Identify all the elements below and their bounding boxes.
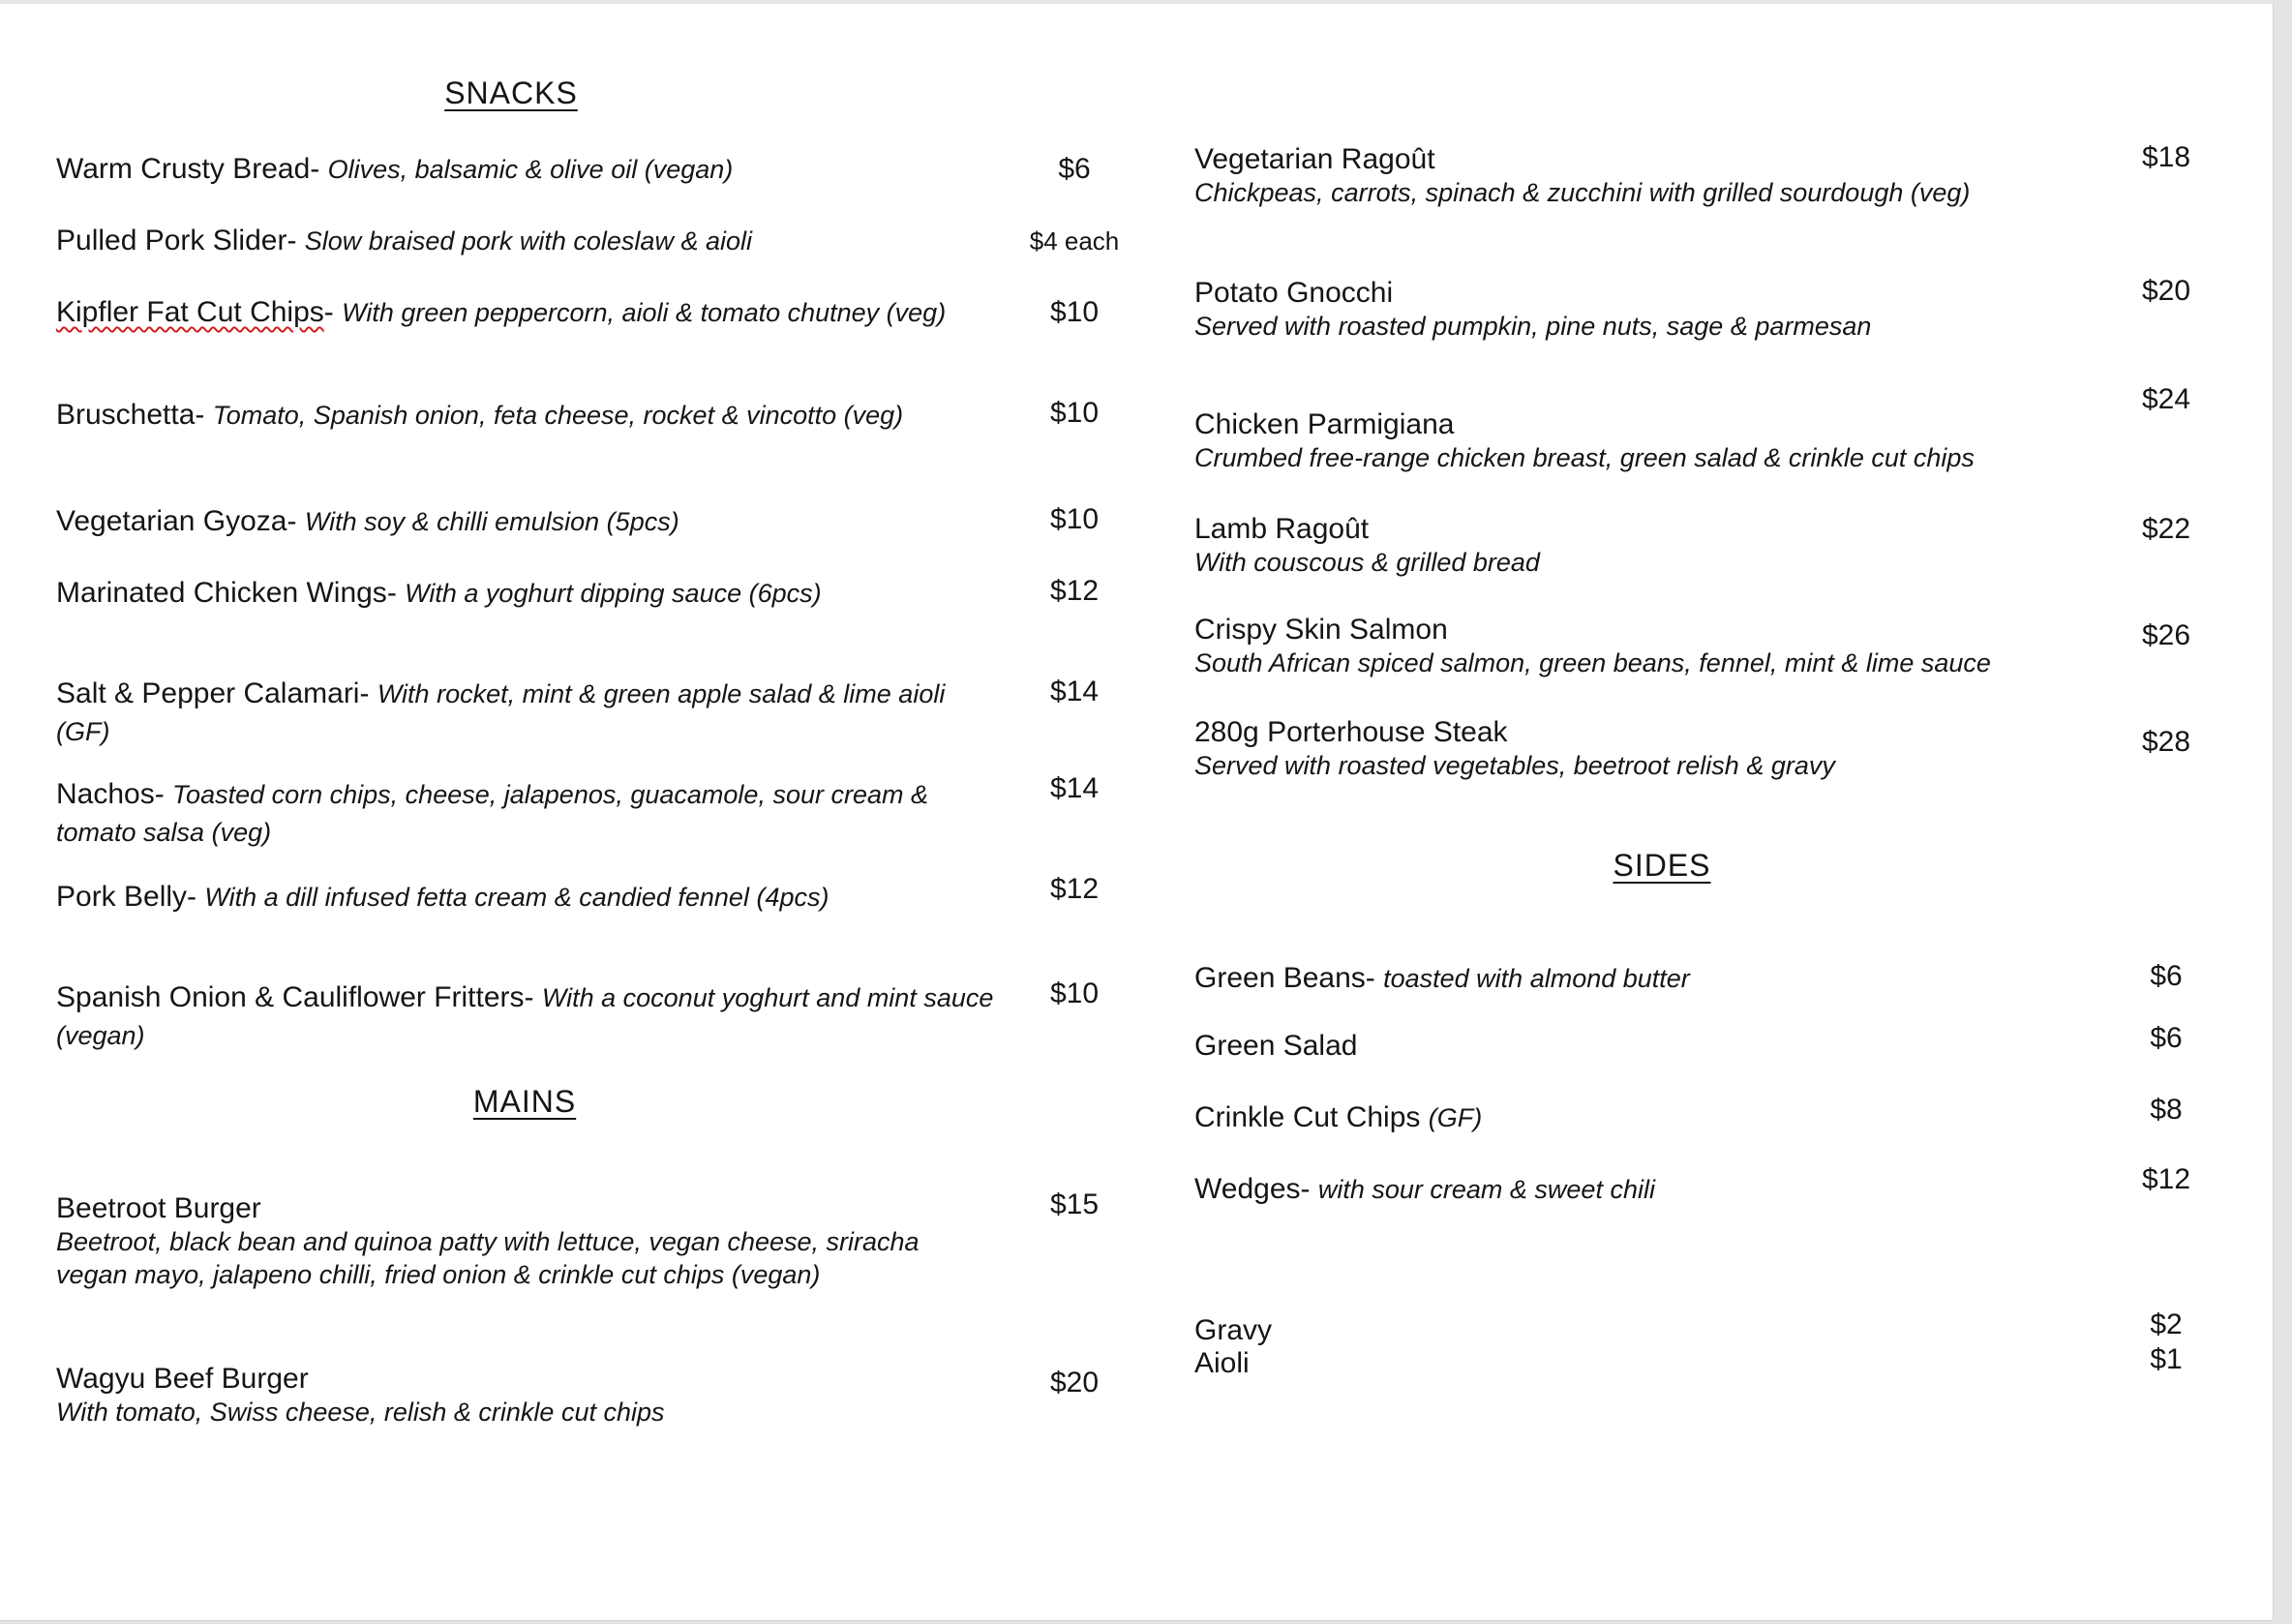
menu-item: Green Beans- toasted with almond butter xyxy=(1194,962,1690,994)
item-description: toasted with almond butter xyxy=(1383,964,1690,993)
item-price: $12 xyxy=(1049,873,1100,905)
menu-item: Vegetarian Gyoza- With soy & chilli emulsion (5pcs) xyxy=(56,505,679,537)
item-price: $22 xyxy=(2141,513,2191,545)
menu-item: Pulled Pork Slider- Slow braised pork with coleslaw & aioli xyxy=(56,225,752,256)
item-price: $6 xyxy=(1058,153,1091,185)
item-price: $10 xyxy=(1049,977,1100,1009)
item-name: Vegetarian Gyoza xyxy=(56,505,287,537)
menu-item: Pork Belly- With a dill infused fetta cream & candied fennel (4pcs) xyxy=(56,881,829,913)
menu-item: Bruschetta- Tomato, Spanish onion, feta cheese, rocket & vincotto (veg) xyxy=(56,399,904,431)
menu-item: Salt & Pepper Calamari- With rocket, mint & green apple salad & lime aioli (GF) xyxy=(56,677,946,746)
menu-item xyxy=(1194,513,2124,579)
item-description: With a dill infused fetta cream & candied fennel (4pcs) xyxy=(204,883,829,912)
item-name: Potato Gnocchi xyxy=(1194,277,1394,309)
menu-item xyxy=(1194,408,2153,474)
item-price: $6 xyxy=(2150,960,2183,992)
item-description: Slow braised pork with coleslaw & aioli xyxy=(304,226,752,256)
item-name: Kipfler Fat Cut Chips xyxy=(56,296,324,328)
sides-heading: SIDES xyxy=(1613,848,1711,883)
item-description: Toasted corn chips, cheese, jalapenos, guacamole, sour cream & tomato salsa (veg) xyxy=(56,780,928,847)
item-name: Spanish Onion & Cauliflower Fritters xyxy=(56,981,525,1013)
item-name: Salt & Pepper Calamari xyxy=(56,677,360,709)
item-name: Wedges xyxy=(1194,1173,1301,1205)
item-price: $14 xyxy=(1049,772,1100,804)
item-name: Aioli xyxy=(1194,1347,1250,1379)
item-name: Crinkle Cut Chips xyxy=(1194,1101,1421,1133)
item-description: with sour cream & sweet chili xyxy=(1317,1175,1655,1204)
item-name: Warm Crusty Bread xyxy=(56,153,311,185)
item-description: Olives, balsamic & olive oil (vegan) xyxy=(327,155,734,184)
item-name: Beetroot Burger xyxy=(56,1192,261,1224)
item-description: With a yoghurt dipping sauce (6pcs) xyxy=(405,579,822,608)
item-price: $20 xyxy=(1049,1367,1100,1398)
menu-item xyxy=(1194,1101,2066,1139)
item-name: Nachos xyxy=(56,778,155,810)
item-description: Chickpeas, carrots, spinach & zucchini with grilled sourdough (veg) xyxy=(1194,178,1971,207)
menu-item: Spanish Onion & Cauliflower Fritters- With a coconut yoghurt and mint sauce (vegan) xyxy=(56,981,994,1050)
item-description: With green peppercorn, aioli & tomato chutney (veg) xyxy=(342,298,947,327)
item-name: Vegetarian Ragoût xyxy=(1194,143,1435,175)
item-description: Crumbed free-range chicken breast, green salad & crinkle cut chips xyxy=(1194,443,1975,472)
menu-item xyxy=(1194,1347,1775,1380)
menu-item xyxy=(56,1192,985,1291)
menu-item: Marinated Chicken Wings- With a yoghurt dipping sauce (6pcs) xyxy=(56,577,822,609)
snacks-heading: SNACKS xyxy=(444,75,578,110)
item-description: Served with roasted vegetables, beetroot relish & gravy xyxy=(1194,751,1835,780)
menu-item xyxy=(1194,716,2124,782)
item-description: Tomato, Spanish onion, feta cheese, rocket & vincotto (veg) xyxy=(212,401,904,430)
menu-item xyxy=(1194,277,2124,343)
item-price: $18 xyxy=(2141,141,2191,173)
item-price: $12 xyxy=(2141,1163,2191,1195)
item-price: $10 xyxy=(1049,296,1100,328)
item-price: $6 xyxy=(2150,1022,2183,1054)
item-description: Served with roasted pumpkin, pine nuts, sage & parmesan xyxy=(1194,312,1872,341)
menu-item xyxy=(1194,614,2162,679)
item-description: (GF) xyxy=(1428,1103,1483,1132)
item-name: Gravy xyxy=(1194,1314,1273,1346)
item-price: $4 each xyxy=(1029,226,1120,256)
item-price: $20 xyxy=(2141,275,2191,307)
item-name: Pulled Pork Slider xyxy=(56,225,287,256)
item-name: Chicken Parmigiana xyxy=(1194,408,1455,440)
item-name: Bruschetta xyxy=(56,399,196,431)
item-name: Marinated Chicken Wings xyxy=(56,577,387,609)
item-name: 280g Porterhouse Steak xyxy=(1194,716,1508,748)
menu-item: Wedges- with sour cream & sweet chili xyxy=(1194,1173,1655,1205)
item-price: $24 xyxy=(2141,383,2191,415)
menu-item xyxy=(1194,143,2036,209)
item-name: Green Beans xyxy=(1194,962,1366,994)
menu-item: Warm Crusty Bread- Olives, balsamic & olive oil (vegan) xyxy=(56,153,734,185)
item-price: $10 xyxy=(1049,503,1100,535)
item-price: $14 xyxy=(1049,676,1100,707)
item-price: $15 xyxy=(1049,1188,1100,1220)
item-description: With rocket, mint & green apple salad & lime aioli (GF) xyxy=(56,679,946,746)
item-price: $28 xyxy=(2141,726,2191,758)
item-description: With soy & chilli emulsion (5pcs) xyxy=(304,507,679,536)
menu-item xyxy=(1194,1314,1775,1347)
item-name: Pork Belly xyxy=(56,881,188,913)
menu-item xyxy=(56,1363,985,1429)
item-description: With couscous & grilled bread xyxy=(1194,548,1540,577)
mains-heading: MAINS xyxy=(472,1084,577,1119)
item-description: With tomato, Swiss cheese, relish & crinkle cut chips xyxy=(56,1398,665,1427)
item-price: $2 xyxy=(2150,1308,2183,1340)
menu-item xyxy=(1194,1030,2066,1068)
item-description: With a coconut yoghurt and mint sauce (vegan) xyxy=(56,983,994,1050)
item-description: Beetroot, black bean and quinoa patty with lettuce, vegan cheese, sriracha vegan mayo, jalapeno chilli, fried onion & crinkle cut chips (vegan) xyxy=(56,1227,920,1289)
item-name: Crispy Skin Salmon xyxy=(1194,614,1448,646)
item-name: Green Salad xyxy=(1194,1030,1358,1062)
menu-item: Kipfler Fat Cut Chips- With green peppercorn, aioli & tomato chutney (veg) xyxy=(56,296,947,328)
item-name: Lamb Ragoût xyxy=(1194,513,1370,545)
item-price: $26 xyxy=(2141,619,2191,651)
item-price: $1 xyxy=(2150,1343,2183,1375)
item-price: $8 xyxy=(2150,1094,2183,1126)
item-name: Wagyu Beef Burger xyxy=(56,1363,309,1395)
item-price: $10 xyxy=(1049,397,1100,429)
menu-item: Nachos- Toasted corn chips, cheese, jalapenos, guacamole, sour cream & tomato salsa (veg) xyxy=(56,778,928,847)
item-description: South African spiced salmon, green beans, fennel, mint & lime sauce xyxy=(1194,648,1991,677)
item-price: $12 xyxy=(1049,575,1100,607)
menu-page xyxy=(0,4,2274,1621)
